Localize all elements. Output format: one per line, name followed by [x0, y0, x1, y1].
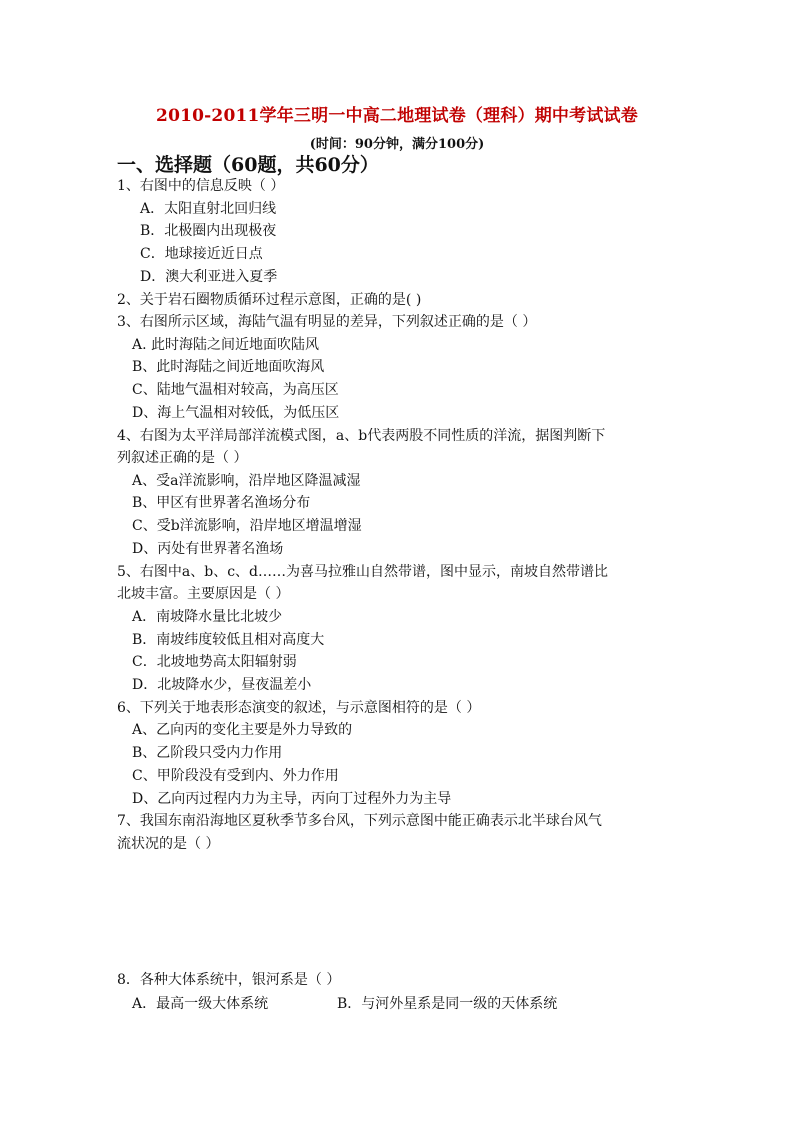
- question-6-stem: 6、下列关于地表形态演变的叙述，与示意图相符的是（ ）: [117, 700, 481, 716]
- question-6-option-b: B、乙阶段只受内力作用: [132, 745, 283, 761]
- question-5-option-d: D．北坡降水少，昼夜温差小: [132, 677, 312, 693]
- question-7-stem-line-2: 流状况的是（ ）: [117, 836, 220, 852]
- question-8-stem: 8．各种大体系统中，银河系是（ ）: [117, 972, 341, 988]
- question-4-option-a: A、受a洋流影响，沿岸地区降温减湿: [132, 473, 361, 489]
- question-4-stem-line-2: 列叙述正确的是（ ）: [117, 450, 248, 466]
- question-1-option-a: A．太阳直射北回归线: [140, 201, 277, 217]
- question-3-stem: 3、右图所示区域，海陆气温有明显的差异，下列叙述正确的是（ ）: [117, 314, 537, 330]
- question-8-option-a: A．最高一级大体系统: [132, 996, 269, 1012]
- question-3-option-a: A. 此时海陆之间近地面吹陆风: [132, 337, 320, 353]
- question-8-option-b: B．与河外星系是同一级的天体系统: [337, 996, 558, 1012]
- question-6-option-d: D、乙向丙过程内力为主导，丙向丁过程外力为主导: [132, 791, 452, 807]
- question-5-option-c: C．北坡地势高太阳辐射弱: [132, 654, 297, 670]
- question-1-option-b: B．北极圈内出现极夜: [140, 223, 277, 239]
- exam-title: 2010-2011学年三明一中高二地理试卷（理科）期中考试试卷: [156, 106, 638, 126]
- question-4-option-b: B、甲区有世界著名渔场分布: [132, 495, 311, 511]
- question-3-option-c: C、陆地气温相对较高，为高压区: [132, 382, 339, 398]
- question-1-option-c: C．地球接近近日点: [140, 246, 263, 262]
- question-7-stem-line-1: 7、我国东南沿海地区夏秋季节多台风，下列示意图中能正确表示北半球台风气: [117, 813, 602, 829]
- question-4-stem-line-1: 4、右图为太平洋局部洋流模式图，a、b代表两股不同性质的洋流，据图判断下: [117, 428, 606, 444]
- exam-subtitle: (时间：90分钟，满分100分): [309, 137, 485, 152]
- question-5-stem-line-2: 北坡丰富。主要原因是（ ）: [117, 586, 290, 602]
- question-1-option-d: D．澳大利亚进入夏季: [140, 269, 278, 285]
- question-4-option-c: C、受b洋流影响，沿岸地区增温增湿: [132, 518, 362, 534]
- question-6-option-c: C、甲阶段没有受到内、外力作用: [132, 768, 339, 784]
- question-5-option-b: B．南坡纬度较低且相对高度大: [132, 632, 325, 648]
- question-4-option-d: D、丙处有世界著名渔场: [132, 541, 284, 557]
- question-2-stem: 2、关于岩石圈物质循环过程示意图，正确的是( ): [117, 292, 422, 308]
- question-6-option-a: A、乙向丙的变化主要是外力导致的: [132, 722, 353, 738]
- question-1-stem: 1、右图中的信息反映（ ）: [117, 178, 285, 194]
- question-3-option-b: B、此时海陆之间近地面吹海风: [132, 359, 325, 375]
- question-5-option-a: A．南坡降水量比北坡少: [132, 609, 283, 625]
- question-5-stem-line-1: 5、右图中a、b、c、d……为喜马拉雅山自然带谱，图中显示，南坡自然带谱比: [117, 564, 609, 580]
- question-3-option-d: D、海上气温相对较低，为低压区: [132, 405, 340, 421]
- section-heading: 一、选择题（60题，共60分）: [117, 154, 379, 176]
